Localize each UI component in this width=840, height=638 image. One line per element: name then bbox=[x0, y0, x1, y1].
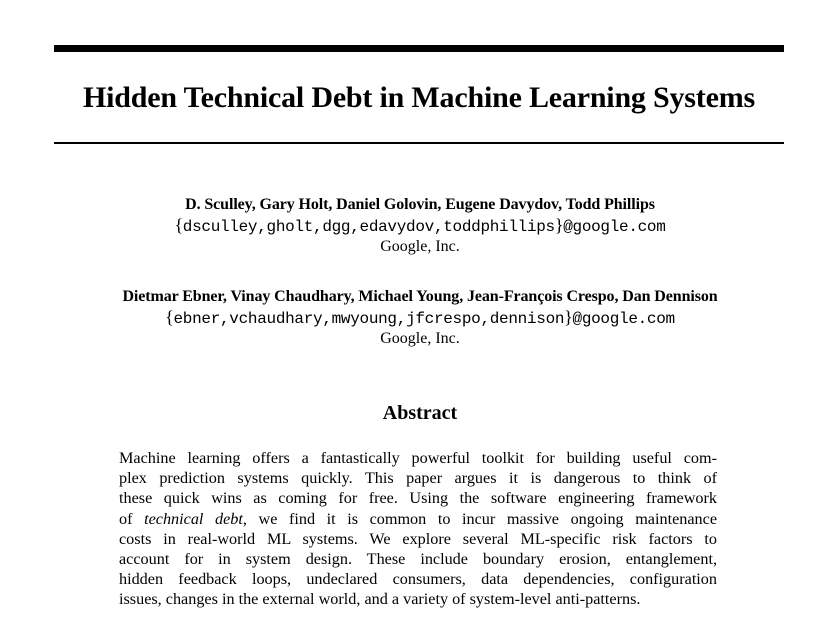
email-brace-open: { bbox=[174, 215, 183, 235]
email-brace-close: } bbox=[554, 215, 564, 235]
email-domain: @google.com bbox=[563, 218, 666, 236]
email-usernames: ebner,vchaudhary,mwyoung,jfcrespo,dennison bbox=[173, 310, 565, 328]
author-names: D. Sculley, Gary Holt, Daniel Golovin, Eugene Davydov, Todd Phillips bbox=[185, 196, 655, 213]
title-top-rule bbox=[54, 45, 784, 52]
abstract-line: these quick wins as coming for free. Using the software engineering framework bbox=[119, 489, 717, 508]
author-affiliation: Google, Inc. bbox=[380, 330, 460, 347]
abstract-text-fragment: , we find it is common to incur massive ongoing maintenance bbox=[242, 509, 717, 528]
email-brace-open: { bbox=[165, 307, 174, 327]
abstract-line: issues, changes in the external world, and a variety of system-level anti-patterns. bbox=[119, 590, 641, 609]
abstract-line: costs in real-world ML systems. We explore several ML-specific risk factors to bbox=[119, 529, 717, 548]
paper-title: Hidden Technical Debt in Machine Learning Systems bbox=[83, 81, 755, 114]
abstract-body bbox=[119, 448, 717, 610]
email-domain: @google.com bbox=[572, 310, 675, 328]
abstract-line bbox=[119, 509, 717, 529]
title-bottom-rule bbox=[54, 142, 784, 144]
abstract-line: Machine learning offers a fantastically powerful toolkit for building useful com- bbox=[119, 449, 717, 467]
author-emails bbox=[0, 215, 840, 237]
abstract-line: hidden feedback loops, undeclared consumers, data dependencies, configuration bbox=[119, 570, 717, 589]
abstract-text-fragment: of bbox=[119, 509, 133, 528]
email-usernames: dsculley,gholt,dgg,edavydov,toddphillips bbox=[182, 218, 555, 236]
email-brace-close: } bbox=[564, 307, 573, 327]
author-emails bbox=[0, 307, 840, 329]
abstract-heading: Abstract bbox=[382, 402, 458, 424]
abstract-line: account for in system design. These include boundary erosion, entanglement, bbox=[119, 550, 717, 569]
author-group-2 bbox=[0, 287, 840, 349]
abstract-line: plex prediction systems quickly. This paper argues it is dangerous to think of bbox=[119, 469, 717, 488]
author-names: Dietmar Ebner, Vinay Chaudhary, Michael Young, Jean-François Crespo, Dan Dennison bbox=[122, 288, 718, 305]
abstract-emphasis: technical debt bbox=[144, 509, 243, 528]
author-group-1 bbox=[0, 195, 840, 257]
author-affiliation: Google, Inc. bbox=[380, 238, 460, 255]
